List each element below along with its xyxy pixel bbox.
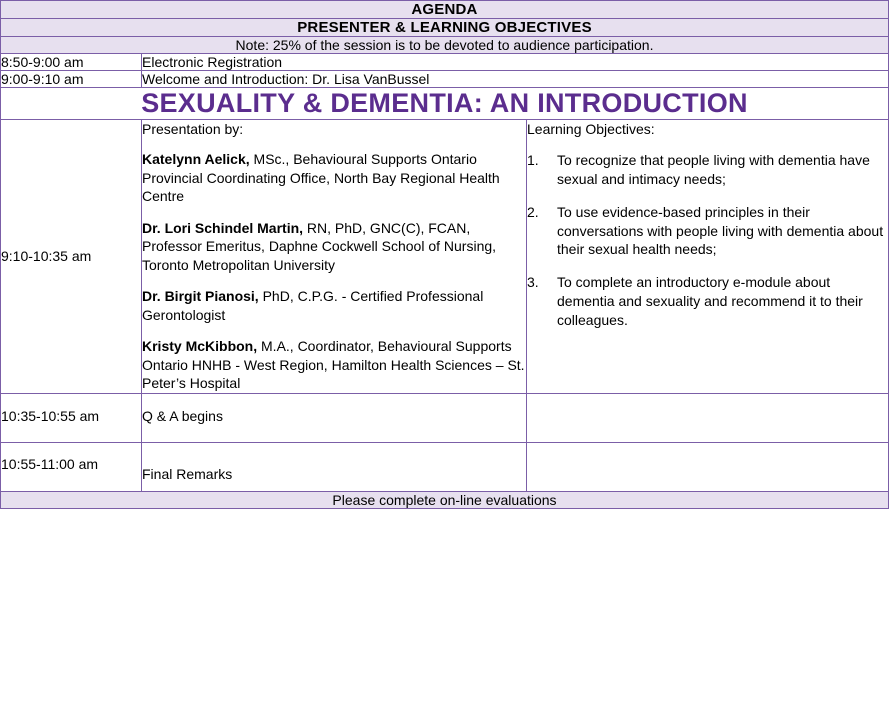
row-empty-cell <box>527 393 889 442</box>
objectives-label: Learning Objectives: <box>527 121 655 137</box>
list-item: To complete an introductory e-module about dementia and sexuality and recommend it to their colleagues. <box>557 274 863 329</box>
presenters-cell <box>142 120 527 394</box>
presenter-name: Kristy McKibbon, <box>142 338 258 355</box>
session-title: SEXUALITY & DEMENTIA: AN INTRODUCTION <box>141 88 748 118</box>
table-row <box>1 393 889 442</box>
presenter-details: MSc., Behavioural Supports Ontario Provincial Coordinating Office, North Bay Regional Health Centre <box>142 151 500 205</box>
table-row <box>1 71 889 88</box>
row-empty-cell <box>527 442 889 491</box>
row-time: 10:35-10:55 am <box>1 393 142 442</box>
row-description: Electronic Registration <box>142 54 889 71</box>
presenter-details: RN, PhD, GNC(C), FCAN, Professor Emeritus, Daphne Cockwell School of Nursing, Toronto Metropolitan University <box>142 219 497 273</box>
list-item: To recognize that people living with dementia have sexual and intimacy needs; <box>557 151 870 187</box>
agenda-title: AGENDA <box>1 1 889 19</box>
presenter-name: Dr. Birgit Pianosi, <box>142 288 259 305</box>
agenda-subheader-row <box>1 19 889 37</box>
agenda-footer: Please complete on-line evaluations <box>1 491 889 508</box>
row-description: Final Remarks <box>142 442 527 491</box>
presenter-name: Katelynn Aelick, <box>142 151 250 168</box>
agenda-header-row <box>1 1 889 19</box>
row-time: 8:50-9:00 am <box>1 54 142 71</box>
list-item: To use evidence-based principles in their conversations with people living with dementia about their sexual health needs; <box>557 203 884 258</box>
session-title-row <box>1 88 889 120</box>
row-time: 10:55-11:00 am <box>1 442 142 491</box>
objectives-cell <box>527 120 889 394</box>
agenda-note: Note: 25% of the session is to be devoted to audience participation. <box>1 37 889 54</box>
presenter-entry <box>142 150 526 205</box>
presenter-entry <box>142 337 526 392</box>
presenter-details: M.A., Coordinator, Behavioural Supports Ontario HNHB - West Region, Hamilton Health Sciences – St. Peter’s Hospital <box>142 338 525 392</box>
table-row <box>1 54 889 71</box>
objectives-list <box>527 151 888 330</box>
row-description: Welcome and Introduction: Dr. Lisa VanBussel <box>142 71 889 88</box>
session-detail-row <box>1 120 889 394</box>
presenter-details: PhD, C.P.G. - Certified Professional Gerontologist <box>142 288 484 323</box>
session-time: 9:10-10:35 am <box>1 120 142 394</box>
presenter-name: Dr. Lori Schindel Martin, <box>142 219 304 236</box>
agenda-note-row <box>1 37 889 54</box>
table-row <box>1 442 889 491</box>
session-title-cell <box>1 88 889 120</box>
agenda-footer-row <box>1 491 889 508</box>
row-time: 9:00-9:10 am <box>1 71 142 88</box>
presentation-label: Presentation by: <box>142 121 244 137</box>
agenda-subtitle: PRESENTER & LEARNING OBJECTIVES <box>1 19 889 37</box>
row-description: Q & A begins <box>142 393 527 442</box>
presenter-entry <box>142 219 526 274</box>
presenter-entry <box>142 287 526 324</box>
